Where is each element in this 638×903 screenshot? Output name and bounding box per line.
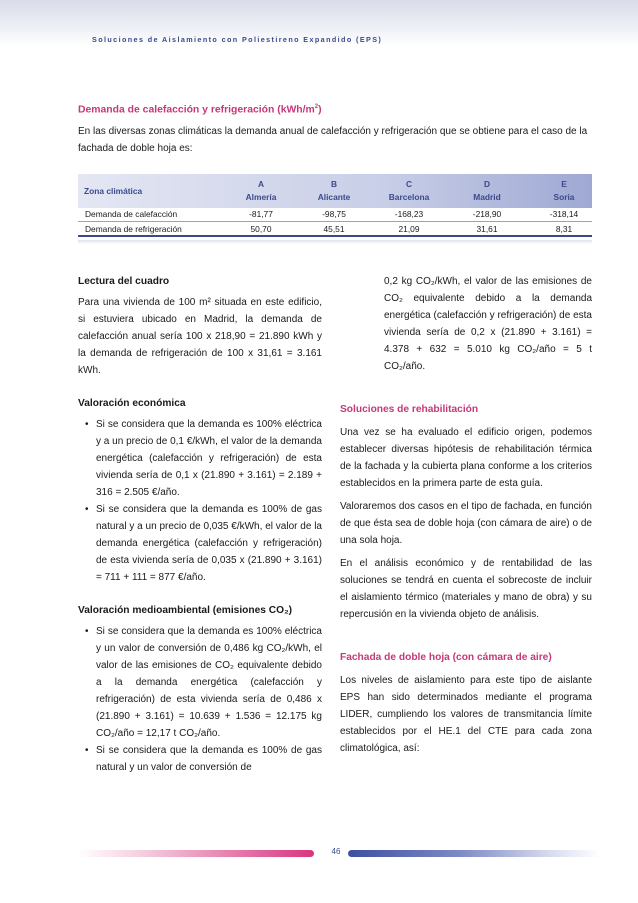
table-header-col: A Almería: [245, 179, 277, 202]
footer-bar-left: [78, 850, 314, 857]
section-intro: En las diversas zonas climáticas la demanda anual de calefacción y refrigeración que se obtiene para el caso de la fachada de doble hoja es:: [78, 126, 588, 154]
list-item: • Si se considera que la demanda es 100% eléctrica y a un precio de 0,1 €/kWh, el valor de la demanda energética (calefacción y refrigeración) de esta vivienda sería de 0,1 x (21.890 + 3.161) = 2.189 + 316 = 2.505 €/año.: [78, 416, 322, 501]
table-header-col: D Madrid: [473, 179, 501, 202]
row-label: Demanda de refrigeración: [85, 224, 182, 234]
left-column: [78, 273, 322, 776]
economica-heading: Valoración económica: [78, 398, 186, 409]
rehab-heading: Soluciones de rehabilitación: [340, 404, 479, 415]
table-cell: 45,51: [323, 224, 345, 234]
right-column: [340, 273, 592, 757]
continued-paragraph: 0,2 kg CO₂/kWh, el valor de las emisiones de CO₂ equivalente debido a la demanda energética (calefacción y refrigeración) de esta vivienda sería de 0,2 x (21.890 + 3.161) = 4.378 + 632 = 5.010 kg CO₂/año = 5 t CO₂/año.: [384, 276, 592, 372]
table-header-col: C Barcelona: [388, 179, 430, 202]
row-label: Demanda de calefacción: [85, 209, 178, 219]
table-cell: 31,61: [476, 224, 498, 234]
list-item: • Si se considera que la demanda es 100% eléctrica y un valor de conversión de 0,486 kg CO₂/kWh, el valor de las emisiones de CO₂ equivalente debido a la demanda energética (calefacción y refrigeración) de esta vivienda sería de 0,486 x (21.890 + 3.161) = 10.639 + 1.536 = 12.175 kg CO₂/año = 12,17 t CO₂/año.: [78, 623, 322, 742]
running-header: Soluciones de Aislamiento con Poliestireno Expandido (EPS): [92, 35, 383, 44]
table-header-zone: Zona climática: [84, 186, 143, 196]
rehab-paragraph: Valoraremos dos casos en el tipo de fachada, en función de que ésta sea de doble hoja (con cámara de aire) o de una sola hoja.: [340, 501, 592, 546]
table-cell: -218,90: [472, 209, 502, 219]
ambiental-heading: Valoración medioambiental (emisiones CO₂): [78, 605, 292, 616]
table-row: [78, 208, 592, 222]
lectura-paragraph: Para una vivienda de 100 m² situada en este edificio, si estuviera ubicado en Madrid, la demanda de calefacción anual sería 100 x 218,90 = 21.890 kWh y la demanda de refrigeración de 100 x 31,61 = 3.161 kWh.: [78, 297, 322, 376]
lectura-heading: Lectura del cuadro: [78, 276, 170, 287]
list-item: • Si se considera que la demanda es 100% de gas natural y a un precio de 0,035 €/kWh, el valor de la demanda energética (calefacción y refrigeración) de esta vivienda sería de 0,035 x (21.890 + 3.161) = 711 + 111 = 877 €/año.: [78, 501, 322, 586]
table-cell: -168,23: [394, 209, 424, 219]
table-cell: -98,75: [322, 209, 346, 219]
section-title: Demanda de calefacción y refrigeración $(kWh/m^2)$: [78, 104, 322, 116]
list-item: • Si se considera que la demanda es 100% de gas natural y un valor de conversión de: [78, 742, 322, 776]
rehab-paragraph: Una vez se ha evaluado el edificio origen, podemos establecer diversas hipótesis de rehabilitación térmica de la fachada y la cubierta plana conforme a los criterios establecidos en la primera parte de esta guía.: [340, 427, 592, 489]
table-cell: -318,14: [549, 209, 579, 219]
table-shadow: [78, 240, 592, 244]
table-cell: 21,09: [398, 224, 420, 234]
page-number: 46: [331, 847, 341, 856]
table-header-col: B Alicante: [317, 179, 351, 202]
table-cell: -81,77: [249, 209, 273, 219]
rehab-paragraph: En el análisis económico y de rentabilidad de las soluciones se tendrá en cuenta el sobrecoste de incluir el aislamiento térmico (materiales y mano de obra) y su repercusión en la vivienda objeto de análisis.: [340, 558, 592, 620]
table-cell: 8,31: [555, 224, 573, 234]
fachada-paragraph: Los niveles de aislamiento para este tipo de aislante EPS han sido determinados mediante el programa LIDER, cumpliendo los valores de transmitancia límite establecidos por el HE.1 del CTE para cada zona climatológica, así:: [340, 675, 592, 754]
footer-bar-right: [348, 850, 600, 857]
fachada-heading: Fachada de doble hoja (con cámara de aire): [340, 652, 552, 663]
table-row: [78, 223, 592, 237]
table-header-col: E Soria: [553, 179, 575, 202]
table-cell: 50,70: [250, 224, 272, 234]
